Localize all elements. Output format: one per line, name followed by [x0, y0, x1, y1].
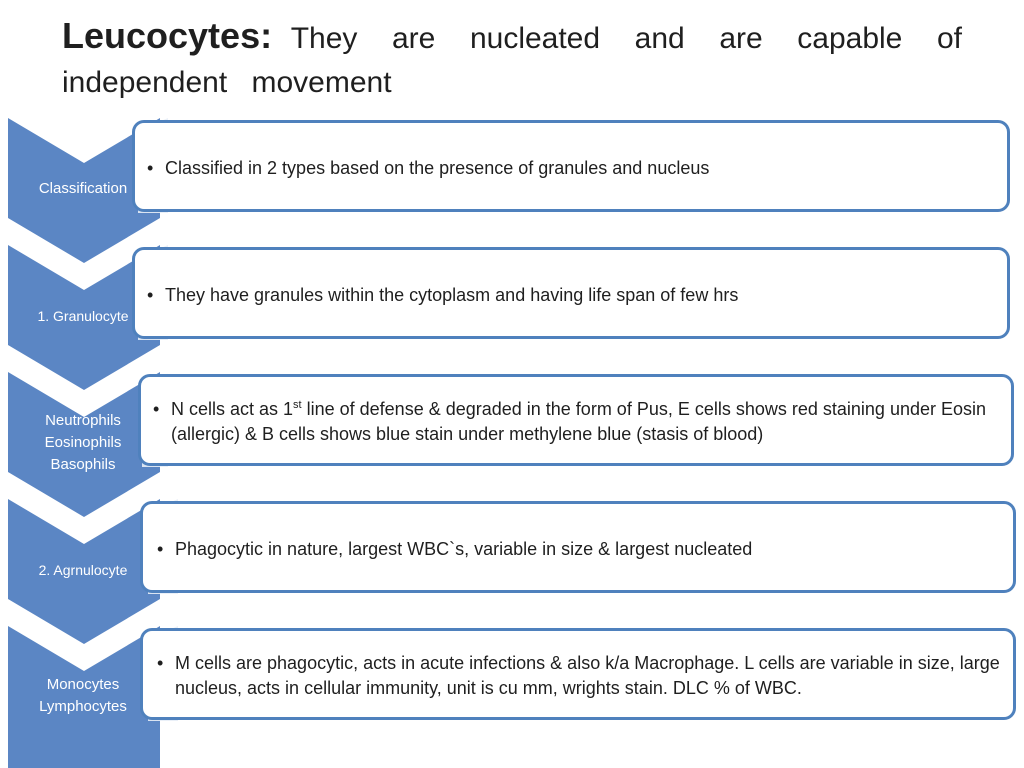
chevron-label: Monocytes Lymphocytes [39, 676, 127, 715]
process-row-granulocyte-types [0, 372, 1024, 517]
description-box [138, 374, 1014, 466]
description-box [140, 501, 1016, 593]
description-text: • Phagocytic in nature, largest WBC`s, variable in size & largest nucleated [157, 537, 1015, 562]
process-row-agranulocyte-types [0, 626, 1024, 768]
description-text: • They have granules within the cytoplasm and having life span of few hrs [147, 283, 1005, 308]
chevron-label: 2. Agrnulocyte [38, 562, 128, 578]
description-superscript: st [293, 399, 302, 411]
description-box [132, 247, 1010, 339]
description-box [132, 120, 1010, 212]
description-text: • M cells are phagocytic, acts in acute infections & also k/a Macrophage. L cells are variable in size, large nucleus, acts in cellular immunity, unit is cu mm, wrights stain. DLC % of WBC. [157, 651, 1015, 701]
description-text-part: line of defense & degraded in the form of Pus, E cells shows red staining under Eosin (allergic) & B cells shows blue stain under methylene blue (stasis of blood) [171, 399, 987, 444]
chevron-label: Neutrophils Eosinophils Basophils [44, 412, 122, 473]
process-row-agranulocyte [0, 499, 1024, 644]
slide-title [62, 14, 962, 105]
description-text: • Classified in 2 types based on the presence of granules and nucleus [147, 156, 1005, 181]
chevron-label: Classification [38, 180, 128, 197]
process-row-granulocyte [0, 245, 1024, 390]
title-lead: Leucocytes: [62, 15, 273, 56]
process-row-classification [0, 118, 1024, 263]
description-text-part: N cells act as 1 [171, 399, 294, 419]
description-text [153, 397, 1011, 447]
title-rest: They are nucleated and are capable of independent movement [62, 22, 962, 99]
chevron-label: 1. Granulocyte [37, 308, 129, 324]
description-box [140, 628, 1016, 720]
